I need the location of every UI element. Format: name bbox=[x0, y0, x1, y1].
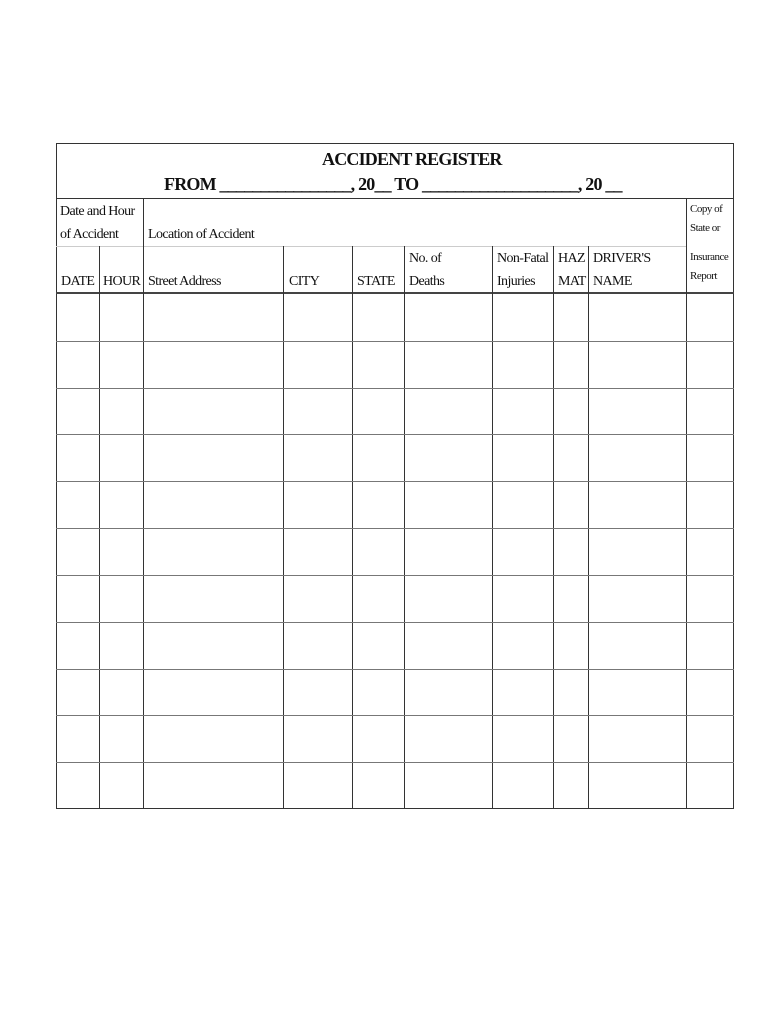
date-hour-header: of Accident bbox=[60, 227, 119, 242]
col-hazmat: HAZ bbox=[558, 251, 585, 266]
table-row[interactable] bbox=[56, 669, 734, 716]
table-row[interactable] bbox=[56, 715, 734, 762]
table-row[interactable] bbox=[56, 575, 734, 622]
col-city: CITY bbox=[289, 274, 320, 289]
divider bbox=[56, 198, 734, 199]
table-row[interactable] bbox=[56, 294, 734, 341]
row-divider bbox=[56, 575, 734, 576]
col-report: Insurance bbox=[690, 251, 729, 263]
table-row[interactable] bbox=[56, 481, 734, 528]
row-divider bbox=[56, 388, 734, 389]
col-deaths: Deaths bbox=[409, 274, 445, 289]
col-injuries: Injuries bbox=[497, 274, 535, 289]
table-row[interactable] bbox=[56, 762, 734, 809]
col-hour: HOUR bbox=[103, 274, 141, 289]
row-divider bbox=[56, 762, 734, 763]
copy-header: Copy of bbox=[690, 203, 723, 215]
table-row[interactable] bbox=[56, 622, 734, 669]
col-date: DATE bbox=[61, 274, 95, 289]
col-state: STATE bbox=[357, 274, 395, 289]
table-row[interactable] bbox=[56, 434, 734, 481]
col-injuries: Non-Fatal bbox=[497, 251, 549, 266]
row-divider bbox=[56, 622, 734, 623]
location-header: Location of Accident bbox=[148, 227, 255, 242]
row-divider bbox=[56, 341, 734, 342]
table-row[interactable] bbox=[56, 528, 734, 575]
divider bbox=[56, 246, 686, 247]
col-driver: DRIVER'S bbox=[593, 251, 651, 266]
row-divider bbox=[56, 528, 734, 529]
row-divider bbox=[56, 715, 734, 716]
col-deaths: No. of bbox=[409, 251, 442, 266]
row-divider bbox=[56, 669, 734, 670]
copy-header: State or bbox=[690, 222, 720, 234]
row-divider bbox=[56, 434, 734, 435]
col-street: Street Address bbox=[148, 274, 221, 289]
col-hazmat: MAT bbox=[558, 274, 586, 289]
date-hour-header: Date and Hour bbox=[60, 204, 135, 219]
row-divider bbox=[56, 481, 734, 482]
date-range: FROM ________________, 20__ TO ___________________, 20 __ bbox=[164, 174, 622, 194]
form-title: ACCIDENT REGISTER bbox=[322, 149, 502, 169]
table-row[interactable] bbox=[56, 341, 734, 388]
col-driver: NAME bbox=[593, 274, 632, 289]
col-report: Report bbox=[690, 270, 717, 282]
table-row[interactable] bbox=[56, 388, 734, 435]
